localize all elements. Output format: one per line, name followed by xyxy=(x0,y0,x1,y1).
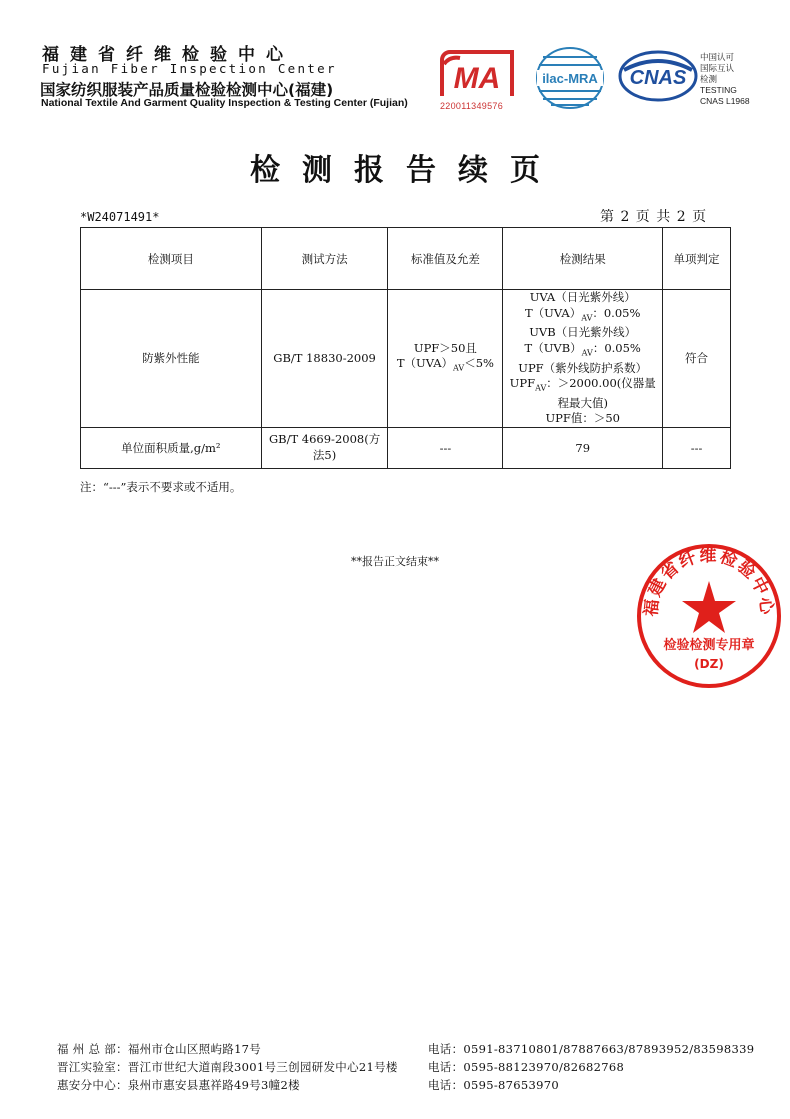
svg-text:MA: MA xyxy=(453,62,501,95)
cma-number: 220011349576 xyxy=(440,101,503,111)
center-name-en: National Textile And Garment Quality Inspection & Testing Center (Fujian) xyxy=(41,97,408,109)
footer-phone: 电话：0595-88123970/82682768 xyxy=(428,1060,625,1074)
cell-standard: UPF＞50且 $T(UVA)_{AV}<5\%$ xyxy=(388,290,503,428)
seal-arc-text: 福建省纤维检验中心 xyxy=(641,545,777,618)
cell-verdict: --- xyxy=(663,427,731,468)
footer-phones xyxy=(428,1040,754,1094)
page-info: 第 2 页 共 2 页 xyxy=(600,209,708,225)
cnas-accreditation-text: 中国认可 国际互认 检测 TESTING CNAS L1968 xyxy=(700,52,750,106)
header-verdict: 单项判定 xyxy=(663,228,731,290)
official-seal-icon xyxy=(636,543,782,689)
cma-logo-icon xyxy=(436,50,518,100)
footer-phone: 电话：0595-87653970 xyxy=(428,1078,559,1092)
footer-address: 惠安分中心：泉州市惠安县惠祥路49号3幢2楼 xyxy=(57,1078,300,1092)
cnas-logo-icon xyxy=(618,50,698,102)
table-row xyxy=(81,427,731,468)
header-standard: 标准值及允差 xyxy=(388,228,503,290)
cell-method: GB/T 18830-2009 xyxy=(261,290,388,428)
seal-inner-text: 检验检测专用章 xyxy=(663,638,755,653)
org-name-en: Fujian Fiber Inspection Center xyxy=(42,61,337,76)
seal-code: (DZ) xyxy=(694,657,724,671)
cell-item: 防紫外性能 xyxy=(81,290,262,428)
ilac-mra-logo-icon xyxy=(533,45,607,111)
table-note: 注：“---”表示不要求或不适用。 xyxy=(80,480,242,494)
table-row xyxy=(81,290,731,428)
svg-text:CNAS: CNAS xyxy=(629,67,687,89)
results-table xyxy=(80,227,731,469)
cell-method: GB/T 4669-2008(方法5) xyxy=(261,427,388,468)
cell-result: UVA（日光紫外线） $T(UVA)_{AV}$：0.05% UVB（日光紫外线） $T(UVB)_{AV}$：0.05% UPF（紫外线防护系数） $UPF_{AV}$：＞2000.00(仪器量程最大值) UPF值：＞50 xyxy=(503,290,663,428)
table-header-row xyxy=(81,228,731,290)
cell-item: 单位面积质量,g/m² xyxy=(81,427,262,468)
center-name-cn: 国家纺织服装产品质量检验检测中心(福建) xyxy=(40,81,334,99)
cell-standard: --- xyxy=(388,427,503,468)
header-test-method: 测试方法 xyxy=(261,228,388,290)
cell-verdict: 符合 xyxy=(663,290,731,428)
org-name-cn: 福建省纤维检验中心 xyxy=(42,45,294,65)
header-test-item: 检测项目 xyxy=(81,228,262,290)
footer-address: 福 州 总 部：福州市仓山区照屿路17号 xyxy=(57,1042,262,1056)
svg-text:ilac-MRA: ilac-MRA xyxy=(542,71,598,86)
document-title: 检测报告续页 xyxy=(250,153,562,188)
header-result: 检测结果 xyxy=(503,228,663,290)
footer-phone: 电话：0591-83710801/87887663/87893952/83598339 xyxy=(428,1042,755,1056)
footer-address: 晋江实验室：晋江市世纪大道南段3001号三创园研发中心21号楼 xyxy=(57,1060,398,1074)
cell-result: 79 xyxy=(503,427,663,468)
footer-addresses xyxy=(57,1040,398,1094)
end-of-report: **报告正文结束** xyxy=(351,555,439,568)
report-number: *W24071491* xyxy=(80,210,160,224)
